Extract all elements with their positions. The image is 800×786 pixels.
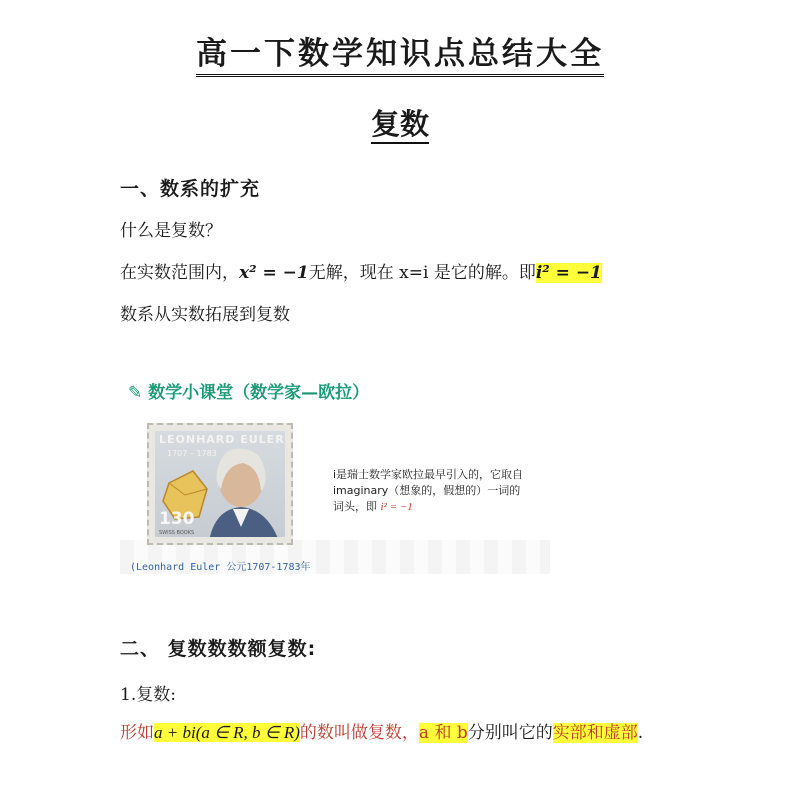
note-line-3 bbox=[333, 499, 543, 515]
def-text-a: 形如 bbox=[120, 723, 154, 743]
def-expression: a + bi(a ∈ R, b ∈ R) bbox=[154, 723, 300, 742]
def-text-b: 的数叫做复数， bbox=[299, 723, 419, 743]
stamp-small-text: SWISS BOOKS bbox=[159, 530, 195, 536]
def-real-imag-parts: 实部和虚部 bbox=[552, 723, 638, 743]
intro-text-b: 无解，现在 x=i 是它的解。即 bbox=[308, 263, 536, 283]
lesson-heading: ✎ 数学小课堂（数学家—欧拉） bbox=[128, 383, 370, 403]
def-text-c: 分别叫它的 bbox=[467, 723, 553, 743]
stamp-value: 130 bbox=[159, 509, 195, 529]
note-equation: i² = −1 bbox=[380, 501, 413, 513]
stamp-name: LEONHARD EULER bbox=[159, 433, 285, 446]
def-end: . bbox=[637, 723, 644, 743]
def-a-and-b: a 和 b bbox=[418, 723, 468, 743]
note-line-2: imaginary（想象的，假想的）一词的 bbox=[333, 484, 521, 497]
heading-number-system: 一、数系的扩充 bbox=[120, 178, 261, 200]
question-text: 什么是复数？ bbox=[120, 221, 222, 241]
intro-text-a: 在实数范围内， bbox=[120, 263, 239, 283]
complex-definition bbox=[120, 718, 643, 743]
page-title bbox=[0, 28, 800, 73]
section-title bbox=[0, 102, 800, 143]
section-title-text: 复数 bbox=[371, 107, 429, 144]
equation-x-squared: x² = −1 bbox=[239, 263, 309, 283]
note-line-1: i是瑞士数学家欧拉最早引入的，它取自 bbox=[333, 468, 524, 481]
intro-line bbox=[120, 258, 602, 283]
page-title-text: 高一下数学知识点总结大全 bbox=[196, 36, 604, 77]
euler-stamp bbox=[147, 423, 293, 545]
euler-note bbox=[333, 467, 543, 515]
equation-i-squared: i² = −1 bbox=[535, 263, 602, 283]
heading-complex-concept: 二、 复数数数额复数: bbox=[120, 638, 317, 660]
extension-line: 数系从实数拓展到复数 bbox=[120, 305, 290, 325]
stamp-years: 1707 – 1783 bbox=[167, 449, 217, 458]
euler-caption: (Leonhard Euler 公元1707-1783年 bbox=[130, 562, 311, 573]
stamp-picture bbox=[155, 431, 285, 537]
note-line-3-text: 词头，即 bbox=[333, 500, 377, 513]
item-complex-label: 1.复数: bbox=[120, 685, 176, 705]
